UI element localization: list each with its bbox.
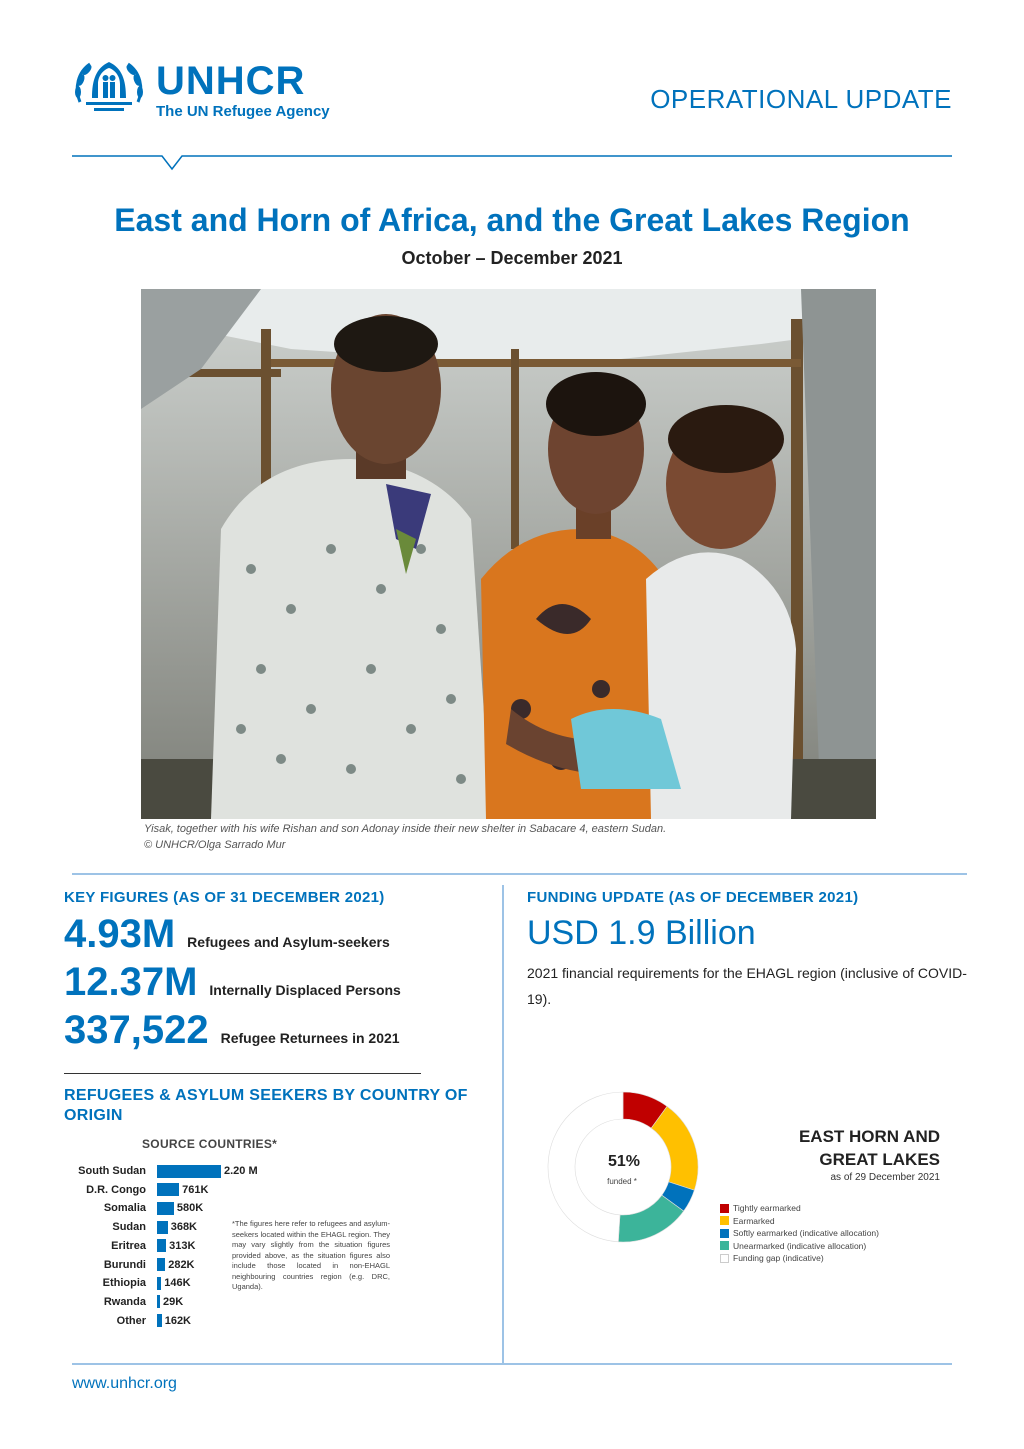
legend-label: Unearmarked (indicative allocation): [733, 1240, 867, 1251]
funding-heading: FUNDING UPDATE (AS OF DECEMBER 2021): [527, 889, 859, 906]
funding-chart-title-line1: EAST HORN AND: [798, 1127, 940, 1146]
legend-swatch: [720, 1241, 729, 1250]
bar-row: [64, 1313, 191, 1329]
legend-item: [720, 1215, 879, 1228]
donut-slice: [651, 1106, 698, 1190]
bar: [157, 1165, 221, 1178]
bar-row: [64, 1219, 197, 1235]
bar-value-label: 146K: [164, 1277, 191, 1290]
legend-item: [720, 1252, 879, 1265]
bar-category-label: Rwanda: [103, 1295, 146, 1308]
funding-chart-title-line2: GREAT LAKES: [819, 1150, 940, 1169]
bar-category-label: Ethiopia: [102, 1277, 146, 1290]
bar-row: [64, 1238, 195, 1254]
funding-legend: [720, 1202, 879, 1265]
bar-row: [64, 1294, 183, 1310]
bar-value-label: 282K: [168, 1258, 195, 1271]
photo-credit: © UNHCR/Olga Sarrado Mur: [144, 839, 286, 851]
funding-chart-date: as of 29 December 2021: [830, 1172, 940, 1183]
key-figure-label: Refugees and Asylum-seekers: [187, 934, 390, 950]
source-countries-title: SOURCE COUNTRIES*: [142, 1137, 278, 1151]
footer-divider: [72, 1363, 952, 1365]
funding-amount: USD 1.9 Billion: [527, 914, 756, 952]
bar: [157, 1239, 166, 1252]
legend-item: [720, 1227, 879, 1240]
bar-row: [64, 1200, 203, 1216]
caption-text: Yisak, together with his wife Rishan and son Adonay inside their new shelter in Sabacare 4, eastern Sudan.: [144, 823, 667, 835]
bar-value-label: 162K: [164, 1314, 191, 1327]
legend-swatch: [720, 1204, 729, 1213]
bar-category-label: South Sudan: [78, 1165, 146, 1177]
bar: [157, 1295, 160, 1308]
legend-label: Funding gap (indicative): [733, 1253, 824, 1264]
origin-heading: REFUGEES & ASYLUM SEEKERS BY COUNTRY OF ORIGIN: [64, 1087, 468, 1124]
legend-swatch: [720, 1216, 729, 1225]
legend-label: Tightly earmarked: [733, 1203, 801, 1214]
funding-donut-chart: [546, 1090, 700, 1244]
bar-row: [64, 1257, 195, 1273]
key-figures-heading: KEY FIGURES (AS OF 31 DECEMBER 2021): [64, 889, 385, 906]
bar-value-label: 368K: [170, 1221, 197, 1234]
key-figures-divider: [64, 1073, 421, 1074]
org-name: UNHCR: [156, 58, 306, 103]
header: [72, 58, 952, 158]
funding-description: 2021 financial requirements for the EHAGL region (inclusive of COVID-19).: [527, 965, 967, 1007]
website-link[interactable]: www.unhcr.org: [72, 1375, 177, 1392]
org-tagline: The UN Refugee Agency: [156, 102, 330, 120]
photo-caption: [144, 821, 666, 853]
donut-center-label: funded *: [607, 1177, 637, 1186]
bar-row: [64, 1182, 208, 1198]
bar-category-label: Somalia: [103, 1202, 146, 1215]
bar-row: [64, 1275, 191, 1291]
bar: [157, 1258, 165, 1271]
legend-swatch: [720, 1229, 729, 1238]
unhcr-logo[interactable]: [72, 58, 330, 122]
bar-value-label: 580K: [176, 1202, 204, 1215]
key-figure-value: 4.93M: [64, 912, 176, 956]
bar-category-label: Other: [116, 1314, 146, 1327]
bar-value-label: 761K: [182, 1183, 209, 1196]
key-figure-idps: [64, 960, 401, 1005]
origin-footnote: *The figures here refer to refugees and asylum-seekers located within the EHAGL region. They may vary slightly from the situation figures provided above, as the situation figures also include those located in non-EHAGL neighbouring countries region (e.g. DRC, Uganda).: [232, 1219, 390, 1291]
funding-chart-title: [760, 1125, 940, 1171]
key-figure-label: Internally Displaced Persons: [209, 982, 401, 998]
bar: [157, 1221, 168, 1234]
header-divider: [72, 155, 952, 175]
bar-value-label: 313K: [169, 1239, 196, 1252]
key-figure-refugees: [64, 912, 390, 957]
bar-category-label: D.R. Congo: [86, 1183, 146, 1196]
donut-center-value: 51%: [607, 1153, 641, 1170]
bar: [157, 1183, 179, 1196]
bar: [157, 1277, 161, 1290]
column-divider: [502, 885, 504, 1363]
legend-item: [720, 1240, 879, 1253]
page-title: East and Horn of Africa, and the Great Lakes Region: [114, 202, 910, 238]
bar-category-label: Sudan: [112, 1221, 146, 1234]
bar-row: [64, 1163, 258, 1179]
key-figure-returnees: [64, 1008, 400, 1053]
legend-item: [720, 1202, 879, 1215]
document-type: OPERATIONAL UPDATE: [650, 84, 952, 114]
bar-category-label: Eritrea: [111, 1239, 146, 1252]
unhcr-emblem-icon: [72, 58, 146, 122]
legend-swatch: [720, 1254, 729, 1263]
family-photo-illustration: [141, 289, 876, 819]
key-figure-label: Refugee Returnees in 2021: [220, 1030, 400, 1046]
legend-label: Softly earmarked (indicative allocation): [733, 1228, 879, 1239]
cover-photo: [141, 289, 876, 819]
section-divider: [72, 873, 967, 875]
bar: [157, 1202, 174, 1215]
key-figure-value: 337,522: [64, 1008, 209, 1052]
legend-label: Earmarked: [733, 1215, 775, 1226]
bar-value-label: 29K: [163, 1295, 184, 1308]
bar-value-label: 2.20 M: [224, 1165, 258, 1177]
bar: [157, 1314, 162, 1327]
bar-category-label: Burundi: [103, 1258, 146, 1271]
key-figure-value: 12.37M: [64, 960, 198, 1004]
reporting-period: October – December 2021: [401, 248, 623, 268]
